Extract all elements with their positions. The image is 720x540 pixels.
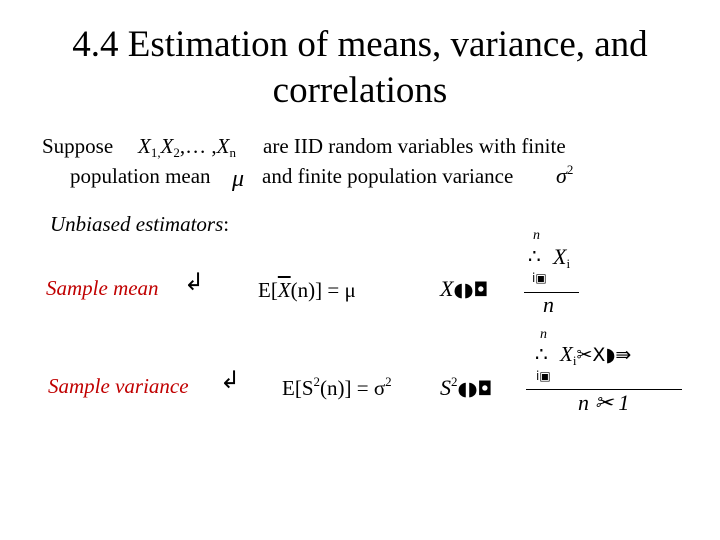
sample-variance-expectation	[282, 374, 392, 401]
variance-garbled-glyphs: ◖◗◘	[457, 378, 493, 400]
xbar-symbol: $\overline{X}$	[277, 278, 291, 302]
mean-lhs-symbol: X	[440, 276, 454, 301]
sample-mean-lhs	[440, 276, 489, 302]
mean-denominator: n	[543, 292, 554, 317]
suppose-text: Suppose	[42, 134, 114, 158]
mean-garbled-glyphs: ◖◗◘	[453, 279, 489, 301]
sigma-exponent: 2	[566, 162, 574, 177]
sample-variance-lhs	[440, 374, 493, 401]
sample-variance-label: Sample variance	[48, 374, 189, 398]
x1-subscript: 1,	[150, 145, 161, 160]
expectation-e: E[	[258, 278, 278, 302]
population-mean-text: population mean	[70, 164, 211, 188]
variance-sum-symbol: ∴	[535, 342, 548, 366]
variance-lhs-exponent: 2	[451, 374, 458, 389]
variance-sigma-exponent: 2	[385, 374, 392, 389]
sample-mean-expectation	[258, 278, 356, 303]
mu-symbol: μ	[232, 166, 245, 192]
sample-mean-label: Sample mean	[46, 276, 159, 300]
mean-sum-top: n	[533, 228, 540, 243]
variance-expectation-arg: (n)] = σ	[320, 376, 386, 400]
unbiased-estimators-heading	[50, 212, 229, 237]
variance-xi-sub: i	[572, 353, 577, 368]
xn-symbol: X	[216, 134, 230, 158]
unbiased-label: Unbiased estimators	[50, 212, 224, 236]
x2-subscript: 2	[173, 145, 180, 160]
variance-lhs-symbol: S	[440, 375, 451, 400]
mean-xi-sub: i	[566, 256, 571, 271]
variance-sum-top: n	[540, 327, 547, 342]
variance-expectation-e: E[S	[282, 376, 314, 400]
ellipsis: ,… ,	[179, 134, 217, 158]
mean-sum-term	[553, 244, 570, 272]
variance-numerator-rest: ✂X◗⇛	[576, 344, 632, 366]
intro-line-1-rest: are IID random variables with finite	[263, 134, 566, 158]
title-line-1: 4.4 Estimation of means, variance, and	[72, 24, 648, 65]
variance-numerator	[560, 342, 631, 369]
variance-xi-symbol: X	[560, 342, 573, 366]
x2-symbol: X	[160, 134, 174, 158]
unbiased-colon: :	[223, 212, 230, 236]
variance-arrow-icon: ↲	[220, 366, 241, 394]
title-line-2: correlations	[272, 70, 448, 111]
arrow-icon: ↲	[184, 268, 205, 296]
x-sequence	[138, 134, 236, 161]
mean-xi-symbol: X	[553, 244, 567, 269]
mean-sum-bottom: i▣	[532, 271, 547, 285]
page-title	[0, 22, 720, 114]
variance-s-exponent: 2	[313, 374, 320, 389]
sigma-symbol: σ	[556, 163, 567, 188]
population-variance-text: and finite population variance	[262, 164, 514, 188]
intro-line-2	[70, 164, 211, 189]
expectation-arg: (n)] = μ	[290, 278, 356, 302]
intro-line-1	[42, 134, 113, 159]
mean-sum-symbol: ∴	[528, 244, 541, 268]
sigma-squared	[556, 162, 573, 189]
xn-subscript: n	[229, 145, 236, 160]
x1-symbol: X	[138, 134, 151, 158]
variance-sum-bottom: i▣	[536, 369, 551, 383]
variance-denominator: n ✂ 1	[578, 390, 630, 415]
